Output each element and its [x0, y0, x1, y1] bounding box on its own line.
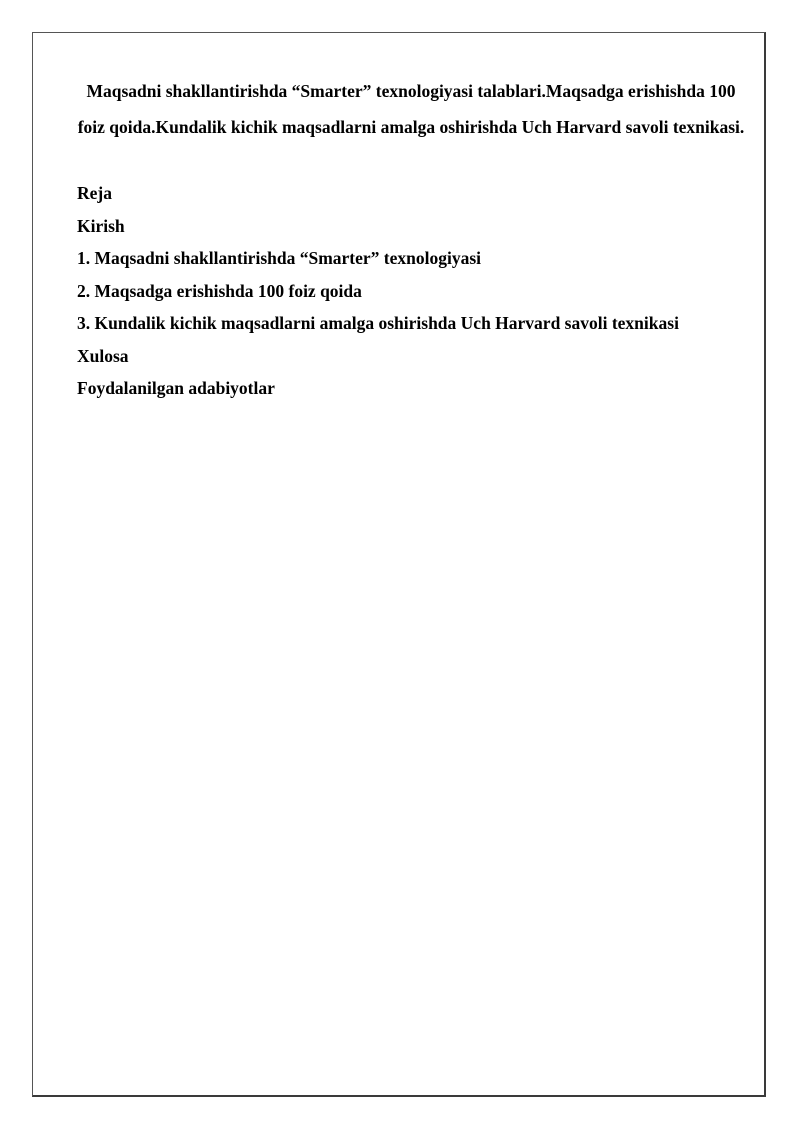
document-content [77, 73, 745, 405]
plan-section [77, 177, 745, 405]
plan-item-3: 3. Kundalik kichik maqsadlarni amalga oshirishda Uch Harvard savoli texnikasi [77, 313, 679, 333]
document-page [32, 32, 766, 1097]
plan-item-conclusion: Xulosa [77, 345, 129, 366]
plan-item-1: 1. Maqsadni shakllantirishda “Smarter” texnologiyasi [77, 248, 482, 268]
plan-item-2: 2. Maqsadga erishishda 100 foiz qoida [77, 280, 362, 301]
plan-heading: Reja [77, 183, 112, 203]
document-title: Maqsadni shakllantirishda “Smarter” texnologiyasi talablari.Maqsadga erishishda 100 foiz qoida.Kundalik kichik maqsadlarni amalga oshirishda Uch Harvard savoli texnikasi. [77, 81, 745, 137]
plan-item-introduction: Kirish [77, 215, 125, 236]
plan-item-references: Foydalanilgan adabiyotlar [77, 378, 275, 398]
